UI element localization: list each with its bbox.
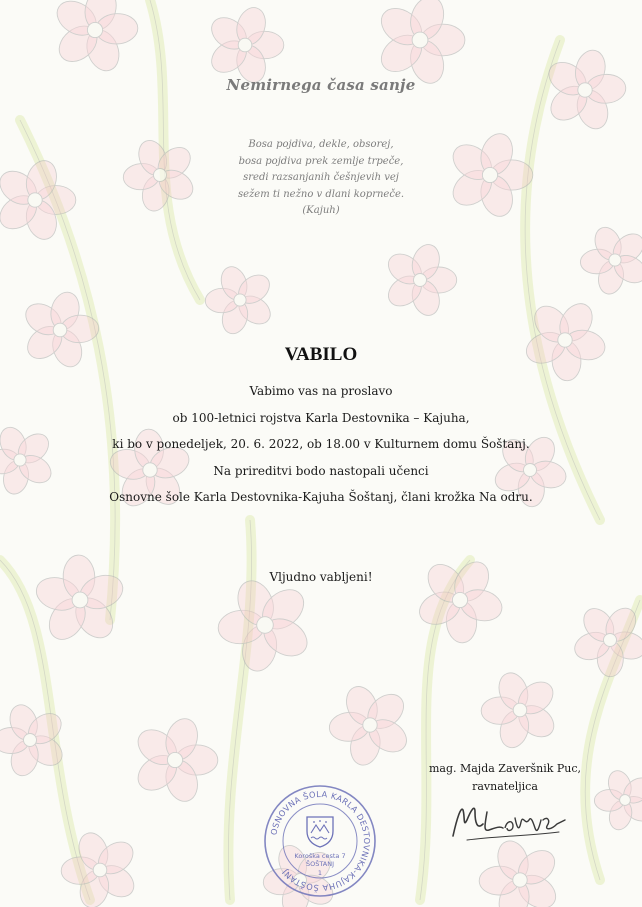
signer-block — [400, 760, 610, 796]
invitation-line: Vabimo vas na proslavo — [249, 384, 393, 398]
invitation-title: VABILO — [284, 344, 358, 365]
stamp-town: ŠOŠTANJ — [305, 860, 335, 868]
stamp-street: Koroška cesta 7 — [294, 852, 346, 860]
greeting: Vljudno vabljeni! — [269, 570, 373, 584]
invitation-line: ki bo v ponedeljek, 20. 6. 2022, ob 18.00 v Kulturnem domu Šoštanj. — [112, 437, 530, 451]
coat-of-arms-icon — [307, 817, 333, 847]
invitation-body — [0, 378, 642, 511]
invitation-line: Osnovne šole Karla Destovnika-Kajuha Šoštanj, člani krožka Na odru. — [109, 490, 533, 504]
invitation-line: Na prireditvi bodo nastopali učenci — [213, 463, 429, 478]
signer-role: ravnateljica — [472, 780, 538, 793]
stamp-number: 1 — [317, 869, 323, 877]
stamp-ring-text: OSNOVNA ŠOLA KARLA DESTOVNIKA-KAJUHA ŠOŠTANJ — [268, 788, 373, 894]
poem-line: bosa pojdiva prek zemlje trpeče, — [238, 155, 404, 167]
poem-title: Nemirnega časa sanje — [226, 76, 416, 94]
handwritten-signature — [447, 798, 569, 848]
school-stamp — [262, 783, 378, 899]
invitation-line: ob 100-letnici rojstva Karla Destovnika – Kajuha, — [172, 410, 470, 425]
poem-author: (Kajuh) — [302, 205, 340, 216]
poem-line: sežem ti nežno v dlani koprneče. — [237, 188, 405, 200]
poem-line: Bosa pojdiva, dekle, obsorej, — [248, 139, 394, 150]
poem-verse — [0, 137, 642, 220]
poem-line: sredi razsanjanih češnjevih vej — [243, 172, 399, 183]
signer-name: mag. Majda Zaveršnik Puc, — [428, 762, 582, 775]
